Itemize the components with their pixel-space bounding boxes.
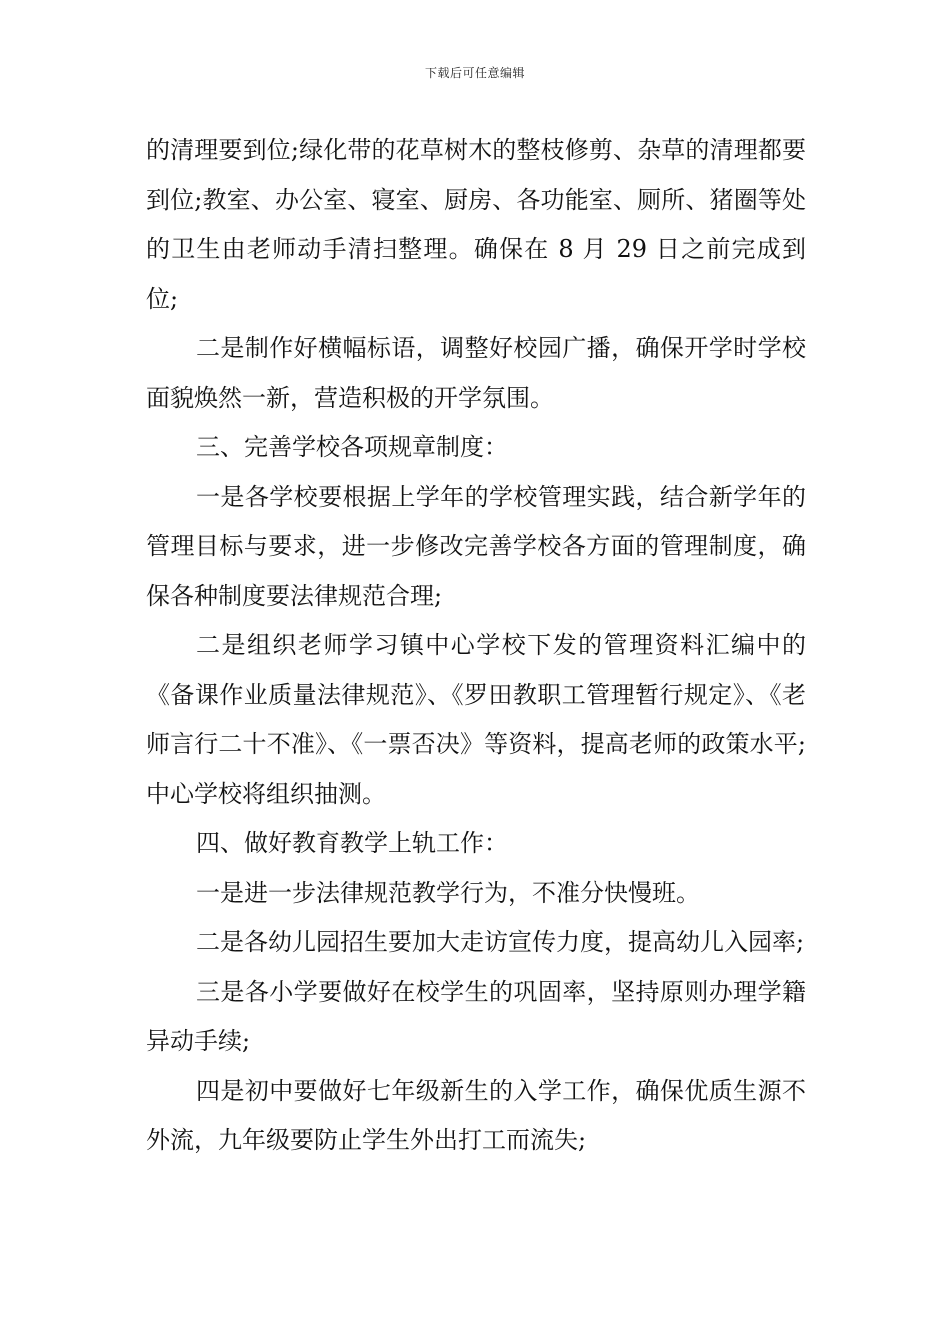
paragraph-5: 二是组织老师学习镇中心学校下发的管理资料汇编中的《备课作业质量法律规范》、《罗田教职工管理暂行规定》、《老师言行二十不准》、《一票否决》等资料，提高老师的政策水平;中心学校将组织抽测。 (146, 631, 806, 808)
section-heading-3: 三、完善学校各项规章制度： (196, 433, 508, 461)
paragraph-4: 一是各学校要根据上学年的学校管理实践，结合新学年的管理目标与要求，进一步修改完善学校各方面的管理制度，确保各种制度要法律规范合理; (146, 482, 806, 610)
paragraph-7: 一是进一步法律规范教学行为，不准分快慢班。 (196, 878, 700, 907)
document-body (146, 126, 806, 1166)
paragraph-8: 二是各幼儿园招生要加大走访宣传力度，提高幼儿入园率; (196, 928, 805, 956)
paragraph-1: 的清理要到位;绿化带的花草树木的整枝修剪、杂草的清理都要到位;教室、办公室、寝室、厨房、各功能室、厕所、猪圈等处的卫生由老师动手清扫整理。确保在 8 月 29 日之前完成到位; (146, 136, 806, 313)
page-header: 下载后可任意编辑 (424, 66, 525, 80)
paragraph-2: 二是制作好横幅标语，调整好校园广播，确保开学时学校面貌焕然一新，营造积极的开学氛围。 (146, 334, 806, 412)
section-heading-4: 四、做好教育教学上轨工作： (196, 829, 508, 857)
paragraph-10: 四是初中要做好七年级新生的入学工作，确保优质生源不外流，九年级要防止学生外出打工而流失; (146, 1076, 806, 1154)
paragraph-9: 三是各小学要做好在校学生的巩固率，坚持原则办理学籍异动手续; (146, 977, 806, 1055)
